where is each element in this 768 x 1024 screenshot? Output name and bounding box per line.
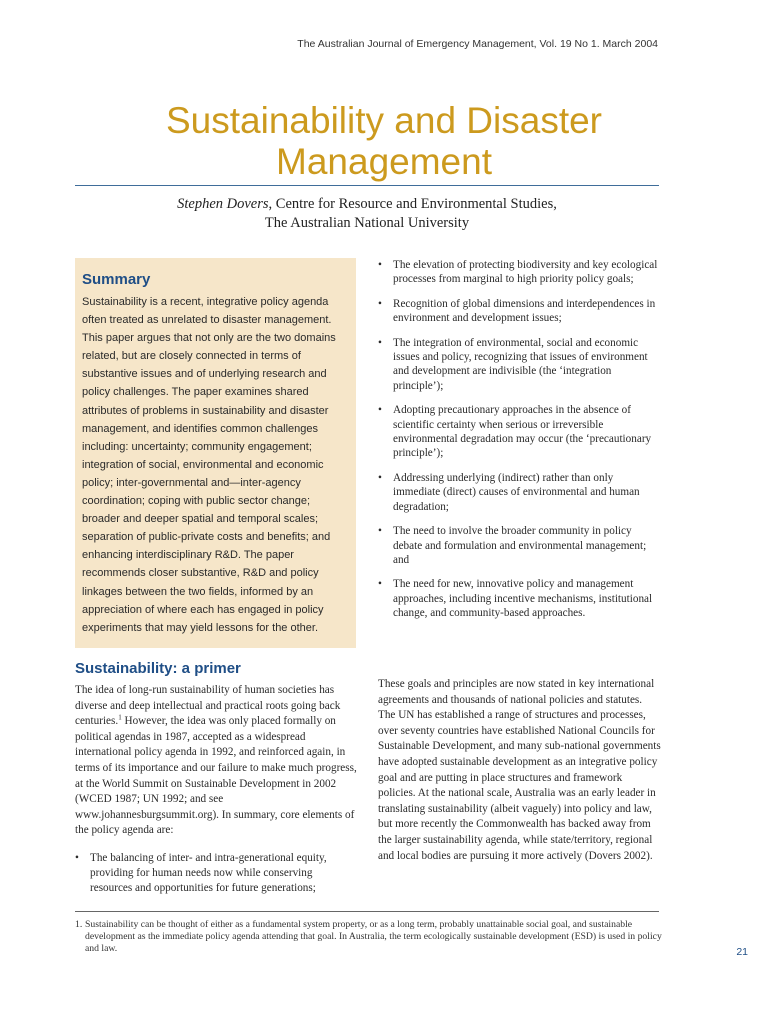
title-divider [75,185,659,186]
running-header: The Australian Journal of Emergency Management, Vol. 19 No 1. March 2004 [297,38,658,50]
summary-heading: Summary [82,271,151,288]
list-item [378,471,662,514]
summary-text: Sustainability is a recent, integrative policy agenda often treated as unrelated to disaster management. This paper argues that not only are the two domains related, but are closely connected in terms of substantive issues and of underlying research and policy challenges. The paper examines shared attributes of problems in sustainability and disaster management, and identifies common challenges including: uncertainty; community engagement; integration of social, environmental and economic policy; inter-governmental and—inter-agency coordination; coping with public sector change; broader and deeper spatial and temporal scales; separation of public-private costs and benefits; and enhancing interdisciplinary R&D. The paper recommends closer substantive, R&D and policy linkages between the two fields, informed by an appreciation of where each has engaged in policy experiments that may yield lessons for the other. [82,296,336,634]
bullet-icon: • [378,578,382,591]
bullet-icon: • [378,297,382,310]
bullet-text: The elevation of protecting biodiversity and key ecological processes from marginal to high priority policy goals; [393,259,658,286]
bullet-text: Adopting precautionary approaches in the absence of scientific certainty when serious or irreversible environmental degradation may occur (the ‘precautionary principle’); [393,404,652,460]
byline [75,195,659,233]
summary-box [75,258,356,648]
footnote [75,919,665,956]
title-line-1: Sustainability and Disaster [166,100,602,141]
bullet-text: Recognition of global dimensions and interdependences in environment and development issues; [393,297,656,325]
bullet-icon: • [378,404,382,417]
bullet-text: The balancing of inter- and intra-generational equity, providing for human needs now while conserving resources and opportunities for future generations; [90,852,327,895]
bullet-icon: • [75,852,79,864]
bullet-text: The need to involve the broader community in policy debate and formulation and environmental management; and [393,525,647,566]
footnote-reference: 1 [118,713,122,722]
title-line-2: Management [276,141,492,182]
bullet-icon: • [378,259,382,271]
bullet-icon: • [378,336,382,349]
primer-paragraph [75,683,357,839]
bullet-text: The need for new, innovative policy and management approaches, including incentive mechanisms, institutional change, and community-based approaches. [393,578,653,620]
bullet-text: The integration of environmental, social and economic issues and policy, recognizing that issues of environment and development are indivisible (the ‘integration principle’); [393,336,648,392]
primer-bullet-list [75,851,357,897]
footnote-text: Sustainability can be thought of either as a fundamental system property, or as a long term, probably unattainable social goal, and sustainable development as the immediate policy agenda attending that goal. In Australia, the term ecologically sustainable development (ESD) is used in policy and law. [85,919,662,955]
list-item [378,258,662,287]
list-item [378,524,662,567]
affiliation-line-1: , Centre for Resource and Environmental Studies, [268,196,557,212]
bullet-text: Addressing underlying (indirect) rather than only immediate (direct) causes of environmental and human degradation; [393,471,640,513]
affiliation-line-2: The Australian National University [264,215,470,231]
page-title [74,100,694,182]
footnote-number: 1. [75,919,83,930]
author-name: Stephen Dovers [177,196,269,212]
page-number: 21 [736,946,748,958]
footnote-divider [75,911,659,912]
bullet-icon: • [378,471,382,484]
body-paragraph: These goals and principles are now stated in key international agreements and thousands of national policies and statutes. The UN has established a range of structures and processes, over seventy countries have established National Councils for Sustainable Development, and many sub-national governments have adopted sustainable development as an integrative policy goal and are putting in place structures and framework policies. At the national scale, Australia was an early leader in translating sustainability (albeit vaguely) into policy and law, but more recently the Commonwealth has backed away from the larger sustainability agenda, while state/territory, regional and local bodies are pursuing it more actively (Dovers 2002). [378,678,661,862]
section-heading-primer: Sustainability: a primer [75,660,241,677]
policy-elements-list [378,258,662,631]
list-item [378,403,662,461]
list-item [378,577,662,620]
list-item [75,851,357,897]
primer-text-start: The idea of long-run sustainability of human societies has diverse and deep intellectual and practical roots going back centuries. [75,684,341,728]
list-item [378,297,662,326]
bullet-icon: • [378,525,382,538]
list-item [378,336,662,394]
primer-text-end: However, the idea was only placed formally on political agendas in 1987, accepted as a widespread international policy agenda in 1992, and reinforced again, in terms of its importance and our failure to make much progress, at the World Summit on Sustainable Development in 2002 (WCED 1987; UN 1992; and see www.johannesburgsummit.org). In summary, core elements of the policy agenda are: [75,715,357,837]
